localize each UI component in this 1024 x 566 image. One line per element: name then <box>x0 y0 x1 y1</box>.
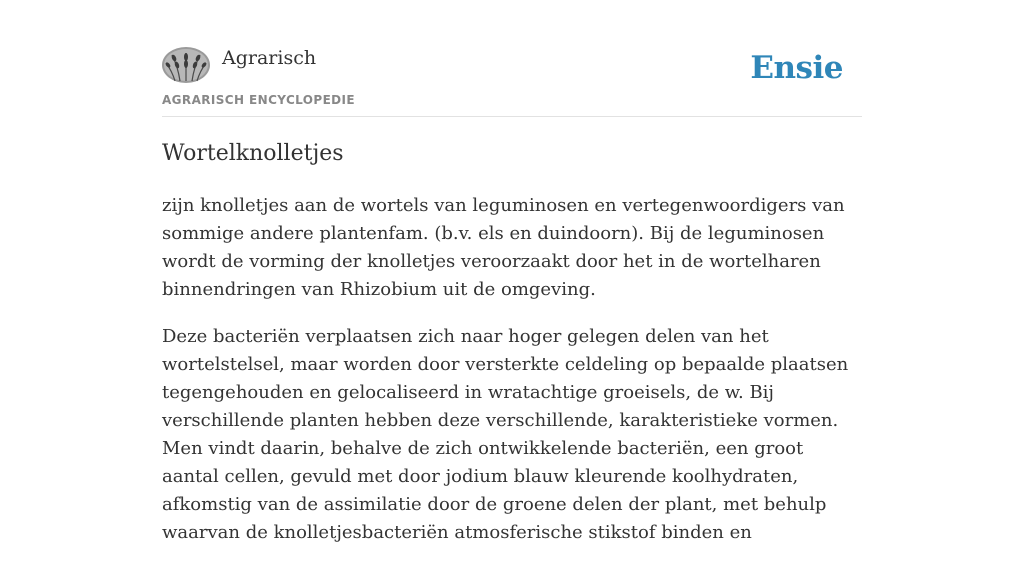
article-paragraph: zijn knolletjes aan de wortels van leguminosen en vertegenwoordigers van sommige andere plantenfam. (b.v. els en duindoorn). Bij de leguminosen wordt de vorming der knolletjes veroorzaakt door het in de wortelharen binnendringen van Rhizobium uit de omgeving. <box>162 195 845 300</box>
site-name[interactable]: Agrarisch <box>222 47 317 69</box>
ensie-brand-link[interactable]: Ensie <box>750 50 843 86</box>
article-body <box>162 192 862 566</box>
site-header <box>162 46 862 117</box>
wheat-ears-icon[interactable] <box>162 47 210 83</box>
site-subtitle: AGRARISCH ENCYCLOPEDIE <box>162 93 355 107</box>
article-paragraph: Deze bacteriën verplaatsen zich naar hoger gelegen delen van het wortelstelsel, maar worden door versterkte celdeling op bepaalde plaatsen tegengehouden en gelocaliseerd in wratachtige groeisels, de w. Bij verschillende planten hebben deze verschillende, karakteristieke vormen. Men vindt daarin, behalve de zich ontwikkelende bacteriën, een groot aantal cellen, gevuld met door jodium blauw kleurende koolhydraten, afkomstig van de assimilatie door de groene delen der plant, met behulp waarvan de knolletjesbacteriën atmosferische stikstof binden en <box>162 326 849 543</box>
page-title: Wortelknolletjes <box>162 141 344 166</box>
